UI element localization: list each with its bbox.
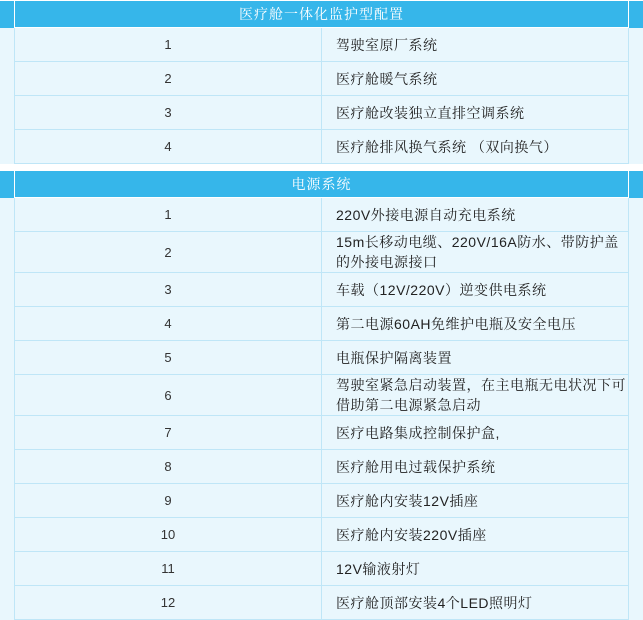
table-edge-spacer [629,416,643,450]
row-text: 15m长移动电缆、220V/16A防水、带防护盖的外接电源接口 [322,232,629,273]
table-row [0,232,643,273]
row-number: 3 [15,273,322,307]
row-text: 医疗舱排风换气系统 （双向换气） [322,130,629,164]
table-edge-spacer [629,28,643,62]
table-row [0,130,643,164]
row-number: 2 [15,62,322,96]
section-header-row [0,171,643,198]
row-text: 12V输液射灯 [322,552,629,586]
table-edge-spacer [0,130,15,164]
table-edge-spacer [629,484,643,518]
section-title-medical-cabin: 医疗舱一体化监护型配置 [15,1,629,28]
row-text: 医疗舱用电过载保护系统 [322,450,629,484]
table-edge-spacer [629,450,643,484]
row-text: 驾驶室原厂系统 [322,28,629,62]
table-row [0,307,643,341]
table-edge-spacer [0,416,15,450]
table-row [0,375,643,416]
table-edge-spacer [0,171,15,198]
row-number: 4 [15,307,322,341]
table-row [0,198,643,232]
table-body [0,1,643,620]
row-text: 医疗舱内安装220V插座 [322,518,629,552]
table-edge-spacer [629,273,643,307]
table-edge-spacer [629,96,643,130]
row-number: 2 [15,232,322,273]
row-text: 驾驶室紧急启动装置，在主电瓶无电状况下可借助第二电源紧急启动 [322,375,629,416]
table-edge-spacer [629,586,643,620]
row-text: 医疗舱内安装12V插座 [322,484,629,518]
table-edge-spacer [629,198,643,232]
table-edge-spacer [0,62,15,96]
table-edge-spacer [629,232,643,273]
table-edge-spacer [0,586,15,620]
row-number: 9 [15,484,322,518]
row-text: 220V外接电源自动充电系统 [322,198,629,232]
table-edge-spacer [0,28,15,62]
table-edge-spacer [629,552,643,586]
table-edge-spacer [629,518,643,552]
table-row [0,552,643,586]
row-text: 医疗舱改装独立直排空调系统 [322,96,629,130]
table-edge-spacer [0,232,15,273]
table-edge-spacer [629,307,643,341]
table-row [0,416,643,450]
row-number: 10 [15,518,322,552]
row-number: 3 [15,96,322,130]
table-edge-spacer [0,198,15,232]
table-edge-spacer [629,62,643,96]
table-edge-spacer [0,375,15,416]
row-text: 医疗电路集成控制保护盒, [322,416,629,450]
row-text: 车载（12V/220V）逆变供电系统 [322,273,629,307]
section-header-row [0,1,643,28]
table-edge-spacer [0,484,15,518]
table-row [0,28,643,62]
row-number: 5 [15,341,322,375]
row-number: 1 [15,28,322,62]
table-edge-spacer [0,96,15,130]
row-number: 12 [15,586,322,620]
table-row [0,586,643,620]
row-text: 医疗舱暖气系统 [322,62,629,96]
row-text: 第二电源60AH免维护电瓶及安全电压 [322,307,629,341]
table-edge-spacer [0,518,15,552]
row-number: 11 [15,552,322,586]
table-edge-spacer [629,341,643,375]
table-row [0,96,643,130]
table-edge-spacer [0,341,15,375]
row-number: 8 [15,450,322,484]
row-number: 1 [15,198,322,232]
table-row [0,450,643,484]
row-number: 4 [15,130,322,164]
row-text: 电瓶保护隔离装置 [322,341,629,375]
row-number: 7 [15,416,322,450]
table-edge-spacer [629,1,643,28]
table-edge-spacer [0,273,15,307]
table-edge-spacer [629,375,643,416]
table-edge-spacer [629,171,643,198]
table-row [0,62,643,96]
table-edge-spacer [0,552,15,586]
table-edge-spacer [0,307,15,341]
table-row [0,518,643,552]
section-gap [0,164,643,171]
section-title-power-system: 电源系统 [15,171,629,198]
row-number: 6 [15,375,322,416]
table-row [0,273,643,307]
table-row [0,341,643,375]
table-edge-spacer [0,450,15,484]
table-edge-spacer [629,130,643,164]
section-gap-cell [0,164,643,171]
table-row [0,484,643,518]
row-text: 医疗舱顶部安装4个LED照明灯 [322,586,629,620]
table-edge-spacer [0,1,15,28]
